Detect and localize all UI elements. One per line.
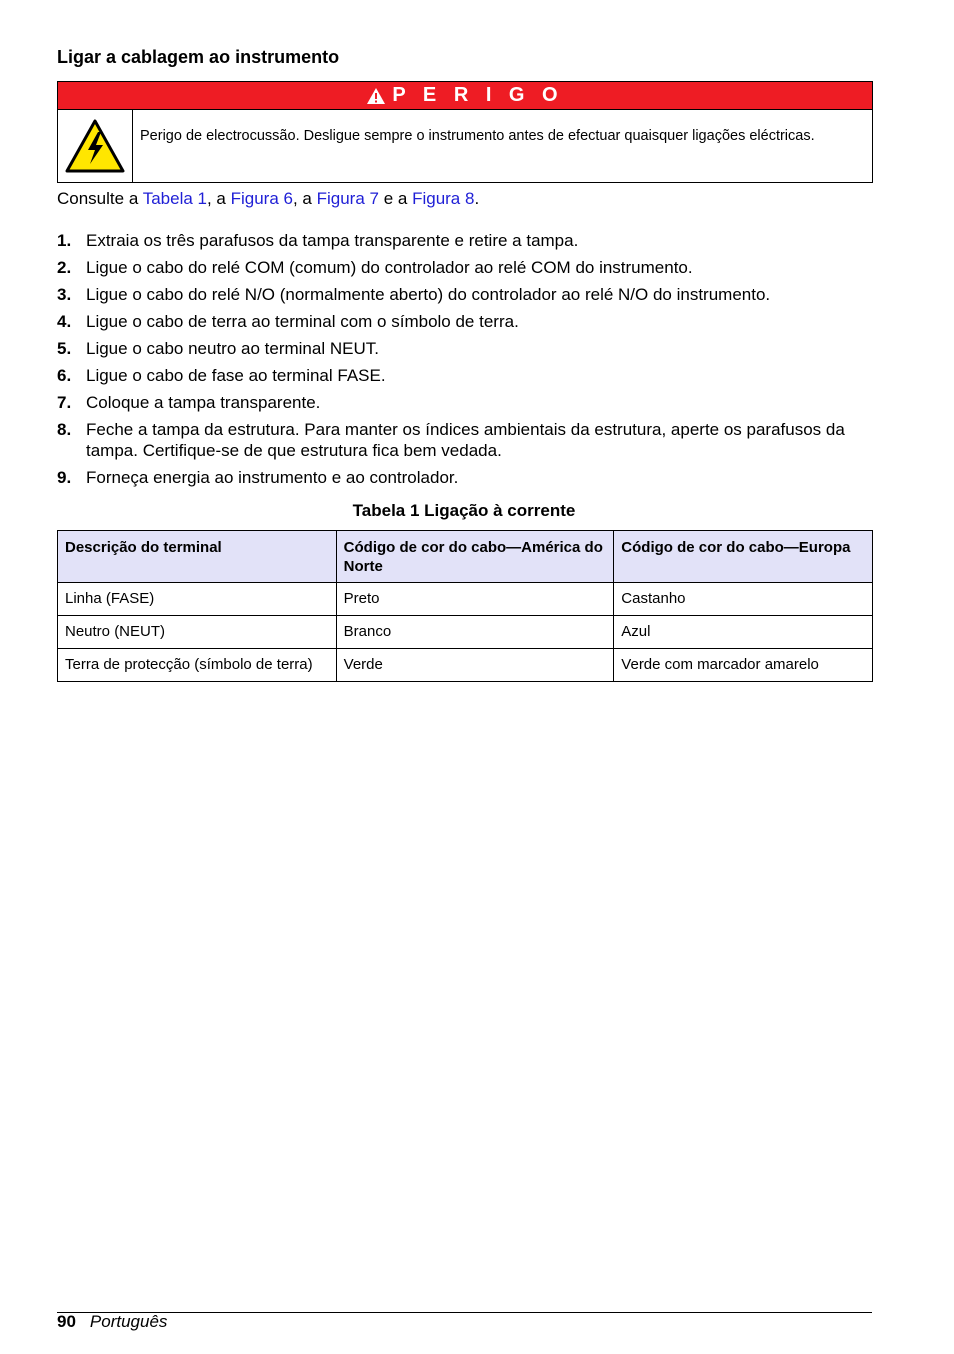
step-text: Feche a tampa da estrutura. Para manter os índices ambientais da estrutura, aperte os parafusos da tampa. Certifique-se de que estrutura fica bem vedada. [86,420,845,460]
page-footer [57,1312,167,1332]
link-figura-8[interactable]: Figura 8 [412,189,475,208]
table-cell: Verde com marcador amarelo [614,649,873,682]
link-tabela-1[interactable]: Tabela 1 [142,189,207,208]
step-text: Ligue o cabo de fase ao terminal FASE. [86,366,386,385]
list-item [57,392,857,413]
step-number: 1. [57,231,72,250]
table-header-cell: Código de cor do cabo—Europa [614,531,873,583]
step-number: 3. [57,285,72,304]
table-row [58,649,873,682]
table-cell: Castanho [614,583,873,616]
intro-text: , a [206,189,231,208]
step-text: Extraia os três parafusos da tampa transparente e retire a tampa. [86,231,579,250]
table-cell: Linha (FASE) [58,583,337,616]
table-header-row [58,531,873,583]
intro-text: , a [292,189,317,208]
step-text: Ligue o cabo neutro ao terminal NEUT. [86,339,379,358]
step-text: Ligue o cabo de terra ao terminal com o símbolo de terra. [86,312,519,331]
table-header-cell: Código de cor do cabo—América do Norte [336,531,614,583]
list-item [57,257,857,278]
table-cell: Azul [614,616,873,649]
section-heading: Ligar a cablagem ao instrumento [57,47,340,67]
power-connection-table [57,530,873,682]
step-number: 4. [57,312,72,331]
list-item [57,467,857,488]
table-row [58,616,873,649]
step-number: 7. [57,393,72,412]
table-row [58,583,873,616]
danger-header [58,82,872,110]
list-item [57,284,857,305]
page-number: 90 [57,1312,76,1331]
list-item [57,230,857,251]
intro-paragraph [57,189,479,209]
step-text: Ligue o cabo do relé COM (comum) do controlador ao relé COM do instrumento. [86,258,693,277]
table-cell: Neutro (NEUT) [58,616,337,649]
danger-title: P E R I G O [392,84,564,106]
intro-text: . [474,189,480,208]
footer-language: Português [89,1312,168,1331]
danger-box [57,81,873,183]
list-item [57,365,857,386]
step-list [57,230,857,494]
step-number: 9. [57,468,72,487]
table-cell: Terra de protecção (símbolo de terra) [58,649,337,682]
table-caption: Tabela 1 Ligação à corrente [352,501,576,520]
list-item [57,419,857,461]
link-figura-6[interactable]: Figura 6 [230,189,293,208]
step-text: Coloque a tampa transparente. [86,393,321,412]
table-cell: Branco [336,616,614,649]
step-text: Ligue o cabo do relé N/O (normalmente aberto) do controlador ao relé N/O do instrumento. [86,285,771,304]
step-number: 2. [57,258,72,277]
footer-divider [57,1312,872,1313]
list-item [57,311,857,332]
warning-triangle-icon [366,87,386,105]
table-cell: Verde [336,649,614,682]
step-text: Forneça energia ao instrumento e ao controlador. [86,468,459,487]
intro-text: Consulte a [57,189,143,208]
table-header-cell: Descrição do terminal [58,531,337,583]
list-item [57,338,857,359]
step-number: 5. [57,339,72,358]
step-number: 8. [57,420,72,439]
table-cell: Preto [336,583,614,616]
danger-text: Perigo de electrocussão. Desligue sempre o instrumento antes de efectuar quaisquer ligações eléctricas. [140,128,815,144]
intro-text: e a [378,189,413,208]
link-figura-7[interactable]: Figura 7 [316,189,379,208]
electrical-hazard-icon [58,110,133,182]
step-number: 6. [57,366,72,385]
